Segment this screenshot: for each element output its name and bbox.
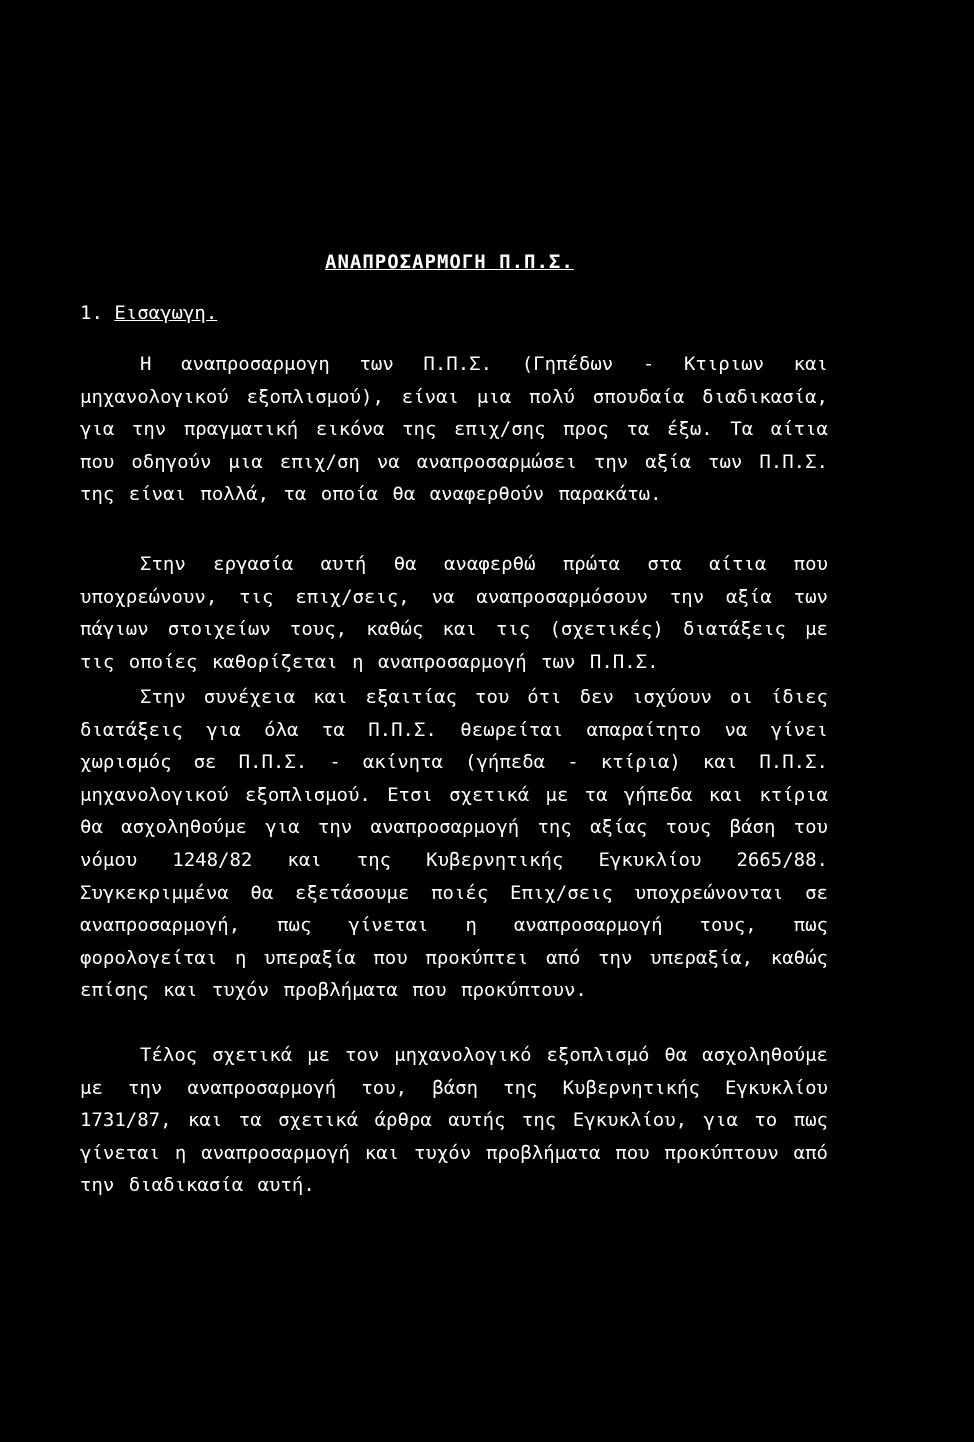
- section-number: 1.: [80, 302, 103, 324]
- section-heading: [80, 302, 217, 324]
- document-title: ΑΝΑΠΡΟΣΑΡΜΟΓΗ Π.Π.Σ.: [325, 251, 574, 273]
- paragraph-3: Στην συνέχεια και εξαιτίας του ότι δεν ισχύουν οι ίδιες διατάξεις για όλα τα Π.Π.Σ. θεωρείται απαραίτητο να γίνει χωρισμός σε Π.Π.Σ. - ακίνητα (γήπεδα - κτίρια) και Π.Π.Σ. μηχανολογικού εξοπλισμού. Ετσι σχετικά με τα γήπεδα και κτίρια θα ασχοληθούμε για την αναπροσαρμογή της αξίας τους βάση του νόμου 1248/82 και της Κυβερνητικής Εγκυκλίου 2665/88. Συγκεκριμμένα θα εξετάσουμε ποιές Επιχ/σεις υποχρεώνονται σε αναπροσαρμογή, πως γίνεται η αναπροσαρμογή τους, πως φορολογείται η υπεραξία που προκύπτει από την υπεραξία, καθώς επίσης και τυχόν προβλήματα που προκύπτουν.: [80, 686, 828, 1002]
- paragraph-2: Στην εργασία αυτή θα αναφερθώ πρώτα στα αίτια που υποχρεώνουν, τις επιχ/σεις, να αναπροσαρμόσουν την αξία των πάγιων στοιχείων τους, καθώς και τις (σχετικές) διατάξεις με τις οποίες καθορίζεται η αναπροσαρμογή των Π.Π.Σ.: [80, 553, 828, 673]
- paragraph-4: Τέλος σχετικά με τον μηχανολογικό εξοπλισμό θα ασχοληθούμε με την αναπροσαρμογή του, βάση της Κυβερνητικής Εγκυκλίου 1731/87, και τα σχετικά άρθρα αυτής της Εγκυκλίου, για το πως γίνεται η αναπροσαρμογή και τυχόν προβλήματα που προκύπτουν από την διαδικασία αυτή.: [80, 1044, 828, 1197]
- paragraph-1: Η αναπροσαρμογη των Π.Π.Σ. (Γηπέδων - Κτιριων και μηχανολογικού εξοπλισμού), είναι μια πολύ σπουδαία διαδικασία, για την πραγματική εικόνα της επιχ/σης προς τα έξω. Τα αίτια που οδηγούν μια επιχ/ση να αναπροσαρμώσει την αξία των Π.Π.Σ. της είναι πολλά, τα οποία θα αναφερθούν παρακάτω.: [80, 353, 828, 506]
- section-heading-text: Εισαγωγη.: [114, 302, 218, 324]
